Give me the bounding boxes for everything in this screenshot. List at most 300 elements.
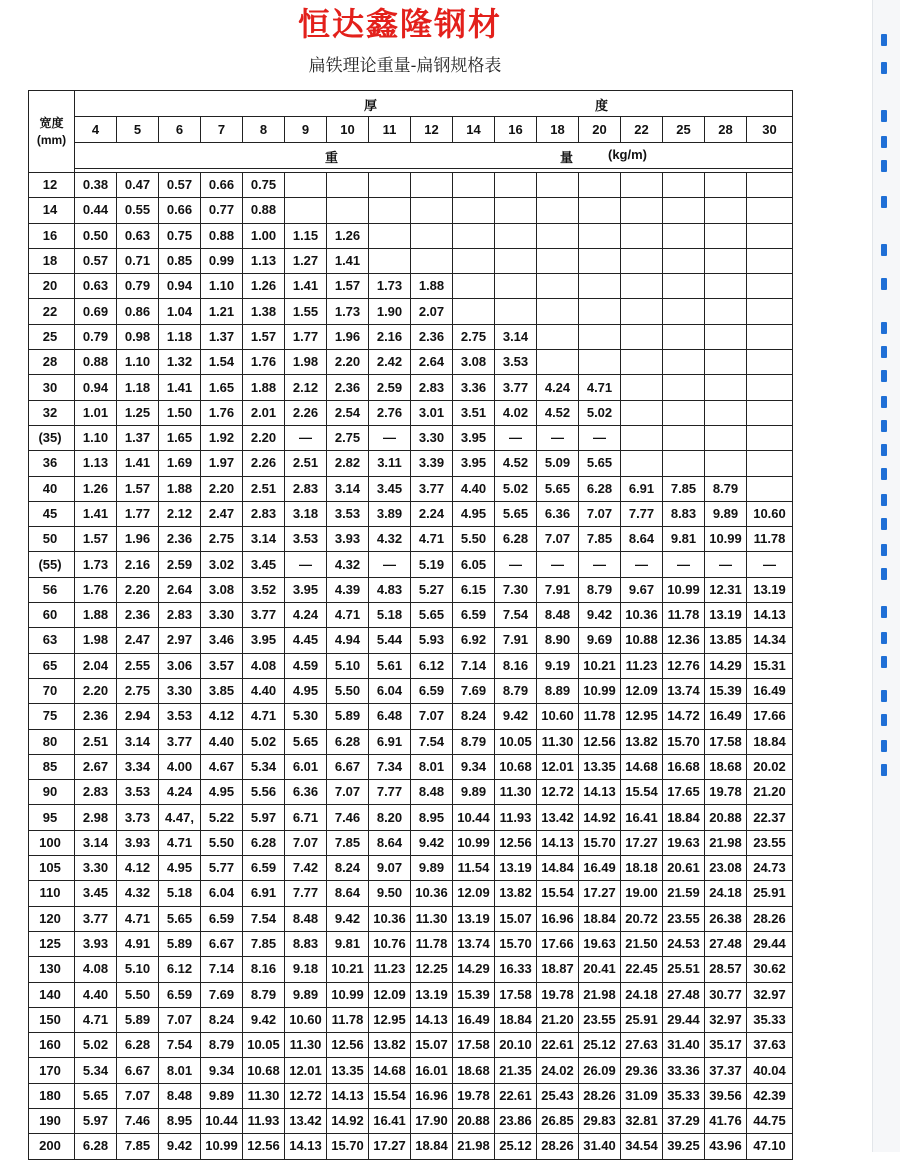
- weight-cell: [621, 198, 663, 223]
- weight-cell: 1.32: [159, 350, 201, 375]
- weight-cell: 34.54: [621, 1134, 663, 1159]
- weight-cell: [579, 173, 621, 198]
- width-cell: 45: [29, 501, 75, 526]
- weight-cell: 8.64: [369, 830, 411, 855]
- weight-cell: [369, 248, 411, 273]
- weight-cell: 6.04: [201, 881, 243, 906]
- weight-cell: 10.36: [621, 603, 663, 628]
- weight-cell: [747, 451, 793, 476]
- width-cell: 200: [29, 1134, 75, 1159]
- width-cell: 125: [29, 931, 75, 956]
- weight-cell: 29.44: [747, 931, 793, 956]
- weight-cell: [495, 198, 537, 223]
- width-cell: 160: [29, 1033, 75, 1058]
- weight-cell: 3.95: [243, 628, 285, 653]
- weight-cell: 7.07: [117, 1083, 159, 1108]
- weight-cell: 3.89: [369, 501, 411, 526]
- weight-cell: 7.54: [243, 906, 285, 931]
- weight-cell: 1.92: [201, 425, 243, 450]
- weight-cell: 8.16: [243, 957, 285, 982]
- weight-cell: 15.39: [705, 678, 747, 703]
- weight-cell: 0.66: [201, 173, 243, 198]
- weight-cell: 3.95: [285, 577, 327, 602]
- right-scroll-sidebar: [872, 0, 900, 1152]
- width-cell: 75: [29, 704, 75, 729]
- weight-cell: 35.33: [747, 1007, 793, 1032]
- weight-cell: 4.32: [117, 881, 159, 906]
- weight-cell: —: [579, 425, 621, 450]
- weight-cell: 10.60: [537, 704, 579, 729]
- weight-cell: 3.11: [369, 451, 411, 476]
- weight-cell: [453, 223, 495, 248]
- table-row: [29, 299, 793, 324]
- table-subtitle: 扁铁理论重量-扁钢规格表: [308, 56, 502, 76]
- sidebar-marker: [881, 34, 887, 46]
- weight-cell: 11.93: [243, 1108, 285, 1133]
- weight-cell: 3.14: [75, 830, 117, 855]
- weight-cell: 9.42: [327, 906, 369, 931]
- weight-cell: 1.73: [327, 299, 369, 324]
- weight-cell: 3.02: [201, 552, 243, 577]
- width-cell: 95: [29, 805, 75, 830]
- weight-cell: [411, 198, 453, 223]
- weight-cell: [621, 223, 663, 248]
- weight-cell: 6.28: [75, 1134, 117, 1159]
- weight-cell: 3.77: [411, 476, 453, 501]
- weight-cell: 13.35: [327, 1058, 369, 1083]
- sidebar-marker: [881, 136, 887, 148]
- weight-cell: 7.54: [159, 1033, 201, 1058]
- weight-cell: [747, 476, 793, 501]
- weight-cell: 7.77: [285, 881, 327, 906]
- weight-cell: 3.51: [453, 400, 495, 425]
- weight-cell: 2.54: [327, 400, 369, 425]
- weight-cell: 12.31: [705, 577, 747, 602]
- table-row: [29, 451, 793, 476]
- weight-cell: 3.53: [117, 780, 159, 805]
- weight-cell: 9.42: [411, 830, 453, 855]
- weight-cell: 10.05: [495, 729, 537, 754]
- weight-cell: 6.59: [411, 678, 453, 703]
- table-row: [29, 678, 793, 703]
- weight-cell: 14.92: [327, 1108, 369, 1133]
- table-row: [29, 931, 793, 956]
- width-cell: 30: [29, 375, 75, 400]
- sidebar-marker: [881, 196, 887, 208]
- thickness-value-cell: 20: [579, 117, 621, 143]
- table-row: [29, 1033, 793, 1058]
- weight-cell: 3.34: [117, 754, 159, 779]
- weight-cell: 17.58: [453, 1033, 495, 1058]
- weight-cell: 35.33: [663, 1083, 705, 1108]
- weight-cell: 10.21: [579, 653, 621, 678]
- width-cell: 56: [29, 577, 75, 602]
- width-cell: 60: [29, 603, 75, 628]
- weight-cell: 13.19: [705, 603, 747, 628]
- weight-cell: 6.12: [411, 653, 453, 678]
- weight-cell: 14.13: [579, 780, 621, 805]
- width-cell: 70: [29, 678, 75, 703]
- weight-cell: 1.77: [285, 324, 327, 349]
- weight-cell: 1.76: [201, 400, 243, 425]
- weight-cell: [579, 223, 621, 248]
- weight-cell: 22.45: [621, 957, 663, 982]
- weight-cell: —: [285, 425, 327, 450]
- width-cell: 28: [29, 350, 75, 375]
- weight-cell: 9.89: [285, 982, 327, 1007]
- weight-cell: 2.36: [75, 704, 117, 729]
- weight-cell: [579, 248, 621, 273]
- weight-cell: [663, 248, 705, 273]
- weight-cell: 2.59: [159, 552, 201, 577]
- weight-cell: [747, 198, 793, 223]
- weight-cell: 3.77: [243, 603, 285, 628]
- weight-cell: 4.52: [537, 400, 579, 425]
- weight-cell: 2.75: [201, 527, 243, 552]
- thickness-value-cell: 8: [243, 117, 285, 143]
- weight-cell: 3.77: [159, 729, 201, 754]
- sidebar-marker: [881, 322, 887, 334]
- table-row: [29, 198, 793, 223]
- table-row: [29, 881, 793, 906]
- thickness-value-cell: 9: [285, 117, 327, 143]
- table-row: [29, 653, 793, 678]
- weight-cell: 17.27: [369, 1134, 411, 1159]
- thickness-value-cell: 12: [411, 117, 453, 143]
- weight-cell: 3.18: [285, 501, 327, 526]
- weight-cell: 15.70: [495, 931, 537, 956]
- weight-cell: 1.96: [117, 527, 159, 552]
- weight-cell: [705, 451, 747, 476]
- weight-cell: 10.99: [453, 830, 495, 855]
- weight-cell: 5.44: [369, 628, 411, 653]
- weight-cell: —: [495, 425, 537, 450]
- thickness-value-cell: 16: [495, 117, 537, 143]
- weight-cell: 1.10: [201, 274, 243, 299]
- weight-cell: 7.30: [495, 577, 537, 602]
- weight-cell: 6.59: [201, 906, 243, 931]
- weight-cell: 13.19: [411, 982, 453, 1007]
- weight-cell: 1.96: [327, 324, 369, 349]
- thickness-value-cell: 7: [201, 117, 243, 143]
- weight-cell: 9.67: [621, 577, 663, 602]
- sidebar-marker: [881, 444, 887, 456]
- weight-cell: 4.00: [159, 754, 201, 779]
- flat-steel-weight-table: [28, 90, 793, 1160]
- weight-cell: 2.20: [327, 350, 369, 375]
- weight-cell: 3.30: [75, 856, 117, 881]
- weight-cell: 16.41: [369, 1108, 411, 1133]
- weight-cell: 14.29: [453, 957, 495, 982]
- weight-cell: 15.54: [537, 881, 579, 906]
- weight-cell: 7.42: [285, 856, 327, 881]
- weight-cell: 12.01: [537, 754, 579, 779]
- thickness-header-cell: [75, 91, 793, 117]
- weight-cell: [747, 350, 793, 375]
- weight-cell: 18.18: [621, 856, 663, 881]
- weight-cell: 14.13: [411, 1007, 453, 1032]
- weight-cell: 8.01: [159, 1058, 201, 1083]
- width-cell: 110: [29, 881, 75, 906]
- weight-cell: 6.15: [453, 577, 495, 602]
- weight-unit-label: (kg/m): [608, 147, 647, 162]
- weight-cell: 25.51: [663, 957, 705, 982]
- weight-cell: 13.42: [285, 1108, 327, 1133]
- weight-cell: 4.40: [453, 476, 495, 501]
- weight-cell: 9.18: [285, 957, 327, 982]
- weight-cell: [327, 173, 369, 198]
- weight-cell: [705, 350, 747, 375]
- width-cell: 25: [29, 324, 75, 349]
- weight-cell: 6.04: [369, 678, 411, 703]
- width-cell: 16: [29, 223, 75, 248]
- weight-cell: 2.98: [75, 805, 117, 830]
- weight-cell: 8.24: [453, 704, 495, 729]
- weight-cell: [621, 350, 663, 375]
- weight-cell: 1.69: [159, 451, 201, 476]
- weight-cell: 5.65: [537, 476, 579, 501]
- weight-cell: 3.93: [117, 830, 159, 855]
- weight-cell: 33.36: [663, 1058, 705, 1083]
- weight-cell: 0.57: [75, 248, 117, 273]
- weight-cell: 5.56: [243, 780, 285, 805]
- weight-cell: [369, 223, 411, 248]
- weight-cell: 1.26: [243, 274, 285, 299]
- weight-cell: 3.57: [201, 653, 243, 678]
- weight-cell: 4.95: [201, 780, 243, 805]
- sidebar-marker: [881, 110, 887, 122]
- weight-cell: 0.71: [117, 248, 159, 273]
- weight-cell: [621, 400, 663, 425]
- table-row: [29, 906, 793, 931]
- weight-cell: 25.12: [579, 1033, 621, 1058]
- weight-cell: 5.27: [411, 577, 453, 602]
- weight-cell: 3.95: [453, 451, 495, 476]
- weight-cell: 1.18: [159, 324, 201, 349]
- weight-cell: [495, 173, 537, 198]
- table-row: [29, 173, 793, 198]
- weight-cell: 14.13: [285, 1134, 327, 1159]
- weight-cell: [579, 324, 621, 349]
- weight-cell: 1.98: [285, 350, 327, 375]
- weight-cell: 4.12: [201, 704, 243, 729]
- table-row: [29, 476, 793, 501]
- weight-cell: 6.28: [579, 476, 621, 501]
- weight-cell: 6.36: [537, 501, 579, 526]
- weight-cell: [495, 299, 537, 324]
- width-cell: 22: [29, 299, 75, 324]
- weight-cell: 2.47: [201, 501, 243, 526]
- weight-cell: 1.57: [117, 476, 159, 501]
- weight-cell: 12.09: [369, 982, 411, 1007]
- weight-cell: 0.99: [201, 248, 243, 273]
- weight-cell: 5.89: [117, 1007, 159, 1032]
- weight-cell: 5.02: [495, 476, 537, 501]
- weight-cell: 6.91: [621, 476, 663, 501]
- table-row: [29, 957, 793, 982]
- weight-cell: 1.88: [159, 476, 201, 501]
- weight-cell: 5.89: [327, 704, 369, 729]
- weight-header-cell: [75, 143, 793, 169]
- weight-cell: 3.45: [369, 476, 411, 501]
- weight-cell: —: [495, 552, 537, 577]
- weight-cell: 8.79: [201, 1033, 243, 1058]
- weight-cell: 5.02: [243, 729, 285, 754]
- weight-cell: 6.91: [369, 729, 411, 754]
- weight-cell: 14.84: [537, 856, 579, 881]
- weight-cell: 3.14: [327, 476, 369, 501]
- weight-cell: 7.14: [453, 653, 495, 678]
- weight-cell: [537, 299, 579, 324]
- weight-cell: 19.63: [663, 830, 705, 855]
- weight-cell: [705, 375, 747, 400]
- weight-cell: 42.39: [747, 1083, 793, 1108]
- weight-cell: 5.09: [537, 451, 579, 476]
- weight-cell: 1.77: [117, 501, 159, 526]
- weight-cell: 8.83: [285, 931, 327, 956]
- weight-cell: 15.07: [411, 1033, 453, 1058]
- weight-cell: 5.77: [201, 856, 243, 881]
- weight-cell: 8.24: [201, 1007, 243, 1032]
- weight-cell: [705, 299, 747, 324]
- weight-cell: 1.88: [243, 375, 285, 400]
- weight-cell: [663, 451, 705, 476]
- weight-cell: 3.08: [201, 577, 243, 602]
- weight-cell: 10.99: [579, 678, 621, 703]
- weight-cell: 6.91: [243, 881, 285, 906]
- weight-cell: 12.25: [411, 957, 453, 982]
- weight-cell: 5.02: [579, 400, 621, 425]
- weight-cell: 0.63: [117, 223, 159, 248]
- weight-cell: 11.78: [327, 1007, 369, 1032]
- weight-cell: 15.39: [453, 982, 495, 1007]
- width-cell: 12: [29, 173, 75, 198]
- weight-cell: 17.66: [537, 931, 579, 956]
- weight-cell: 26.85: [537, 1108, 579, 1133]
- weight-cell: 8.48: [411, 780, 453, 805]
- weight-cell: 4.67: [201, 754, 243, 779]
- weight-cell: 3.08: [453, 350, 495, 375]
- weight-cell: 11.30: [411, 906, 453, 931]
- table-row: [29, 501, 793, 526]
- table-row: [29, 729, 793, 754]
- weight-cell: [537, 198, 579, 223]
- weight-cell: 2.47: [117, 628, 159, 653]
- weight-cell: 10.44: [201, 1108, 243, 1133]
- weight-label-char2: 量: [560, 150, 574, 165]
- weight-cell: 1.13: [75, 451, 117, 476]
- weight-cell: 3.14: [117, 729, 159, 754]
- weight-cell: 18.84: [663, 805, 705, 830]
- weight-cell: 2.36: [411, 324, 453, 349]
- weight-cell: 4.24: [159, 780, 201, 805]
- weight-cell: 5.50: [453, 527, 495, 552]
- weight-cell: 2.51: [75, 729, 117, 754]
- weight-cell: 37.29: [663, 1108, 705, 1133]
- weight-cell: 4.40: [201, 729, 243, 754]
- weight-cell: 1.50: [159, 400, 201, 425]
- weight-cell: 2.82: [327, 451, 369, 476]
- weight-cell: 7.85: [327, 830, 369, 855]
- weight-cell: 2.51: [285, 451, 327, 476]
- weight-cell: 6.48: [369, 704, 411, 729]
- weight-cell: [621, 248, 663, 273]
- weight-cell: 40.04: [747, 1058, 793, 1083]
- weight-cell: 41.76: [705, 1108, 747, 1133]
- weight-cell: 2.75: [453, 324, 495, 349]
- weight-cell: 1.57: [243, 324, 285, 349]
- weight-cell: 9.81: [663, 527, 705, 552]
- table-row: [29, 1058, 793, 1083]
- width-cell: 40: [29, 476, 75, 501]
- weight-cell: [747, 173, 793, 198]
- weight-cell: 3.46: [201, 628, 243, 653]
- weight-cell: 11.30: [495, 780, 537, 805]
- weight-cell: 7.69: [201, 982, 243, 1007]
- weight-cell: 17.66: [747, 704, 793, 729]
- weight-cell: 1.15: [285, 223, 327, 248]
- weight-cell: [747, 425, 793, 450]
- weight-cell: 4.71: [579, 375, 621, 400]
- weight-cell: 7.14: [201, 957, 243, 982]
- table-row: [29, 830, 793, 855]
- weight-cell: 3.52: [243, 577, 285, 602]
- weight-cell: 23.55: [663, 906, 705, 931]
- weight-cell: 22.61: [495, 1083, 537, 1108]
- weight-cell: 0.85: [159, 248, 201, 273]
- weight-cell: 1.76: [243, 350, 285, 375]
- sidebar-marker: [881, 606, 887, 618]
- weight-cell: 4.71: [411, 527, 453, 552]
- weight-cell: 12.09: [453, 881, 495, 906]
- weight-cell: 10.05: [243, 1033, 285, 1058]
- weight-cell: 15.70: [663, 729, 705, 754]
- weight-cell: 7.85: [579, 527, 621, 552]
- weight-cell: [621, 274, 663, 299]
- weight-cell: 23.86: [495, 1108, 537, 1133]
- weight-cell: 26.38: [705, 906, 747, 931]
- weight-cell: 10.68: [243, 1058, 285, 1083]
- thickness-value-cell: 10: [327, 117, 369, 143]
- weight-cell: [453, 248, 495, 273]
- weight-cell: 14.92: [579, 805, 621, 830]
- weight-cell: 19.78: [705, 780, 747, 805]
- weight-cell: 8.24: [327, 856, 369, 881]
- sidebar-marker: [881, 714, 887, 726]
- table-row: [29, 982, 793, 1007]
- weight-cell: 1.37: [201, 324, 243, 349]
- weight-cell: 10.21: [327, 957, 369, 982]
- weight-cell: 7.77: [621, 501, 663, 526]
- table-row: [29, 324, 793, 349]
- sidebar-marker: [881, 244, 887, 256]
- weight-cell: 15.54: [369, 1083, 411, 1108]
- weight-cell: 16.01: [411, 1058, 453, 1083]
- weight-cell: 2.76: [369, 400, 411, 425]
- weight-cell: 10.88: [621, 628, 663, 653]
- weight-cell: 12.01: [285, 1058, 327, 1083]
- weight-cell: 12.76: [663, 653, 705, 678]
- weight-cell: 14.68: [369, 1058, 411, 1083]
- weight-cell: 7.07: [327, 780, 369, 805]
- weight-cell: [705, 198, 747, 223]
- weight-cell: 2.83: [411, 375, 453, 400]
- weight-cell: 25.91: [621, 1007, 663, 1032]
- weight-cell: 12.72: [537, 780, 579, 805]
- weight-cell: 7.85: [663, 476, 705, 501]
- weight-cell: 4.08: [243, 653, 285, 678]
- weight-cell: 4.39: [327, 577, 369, 602]
